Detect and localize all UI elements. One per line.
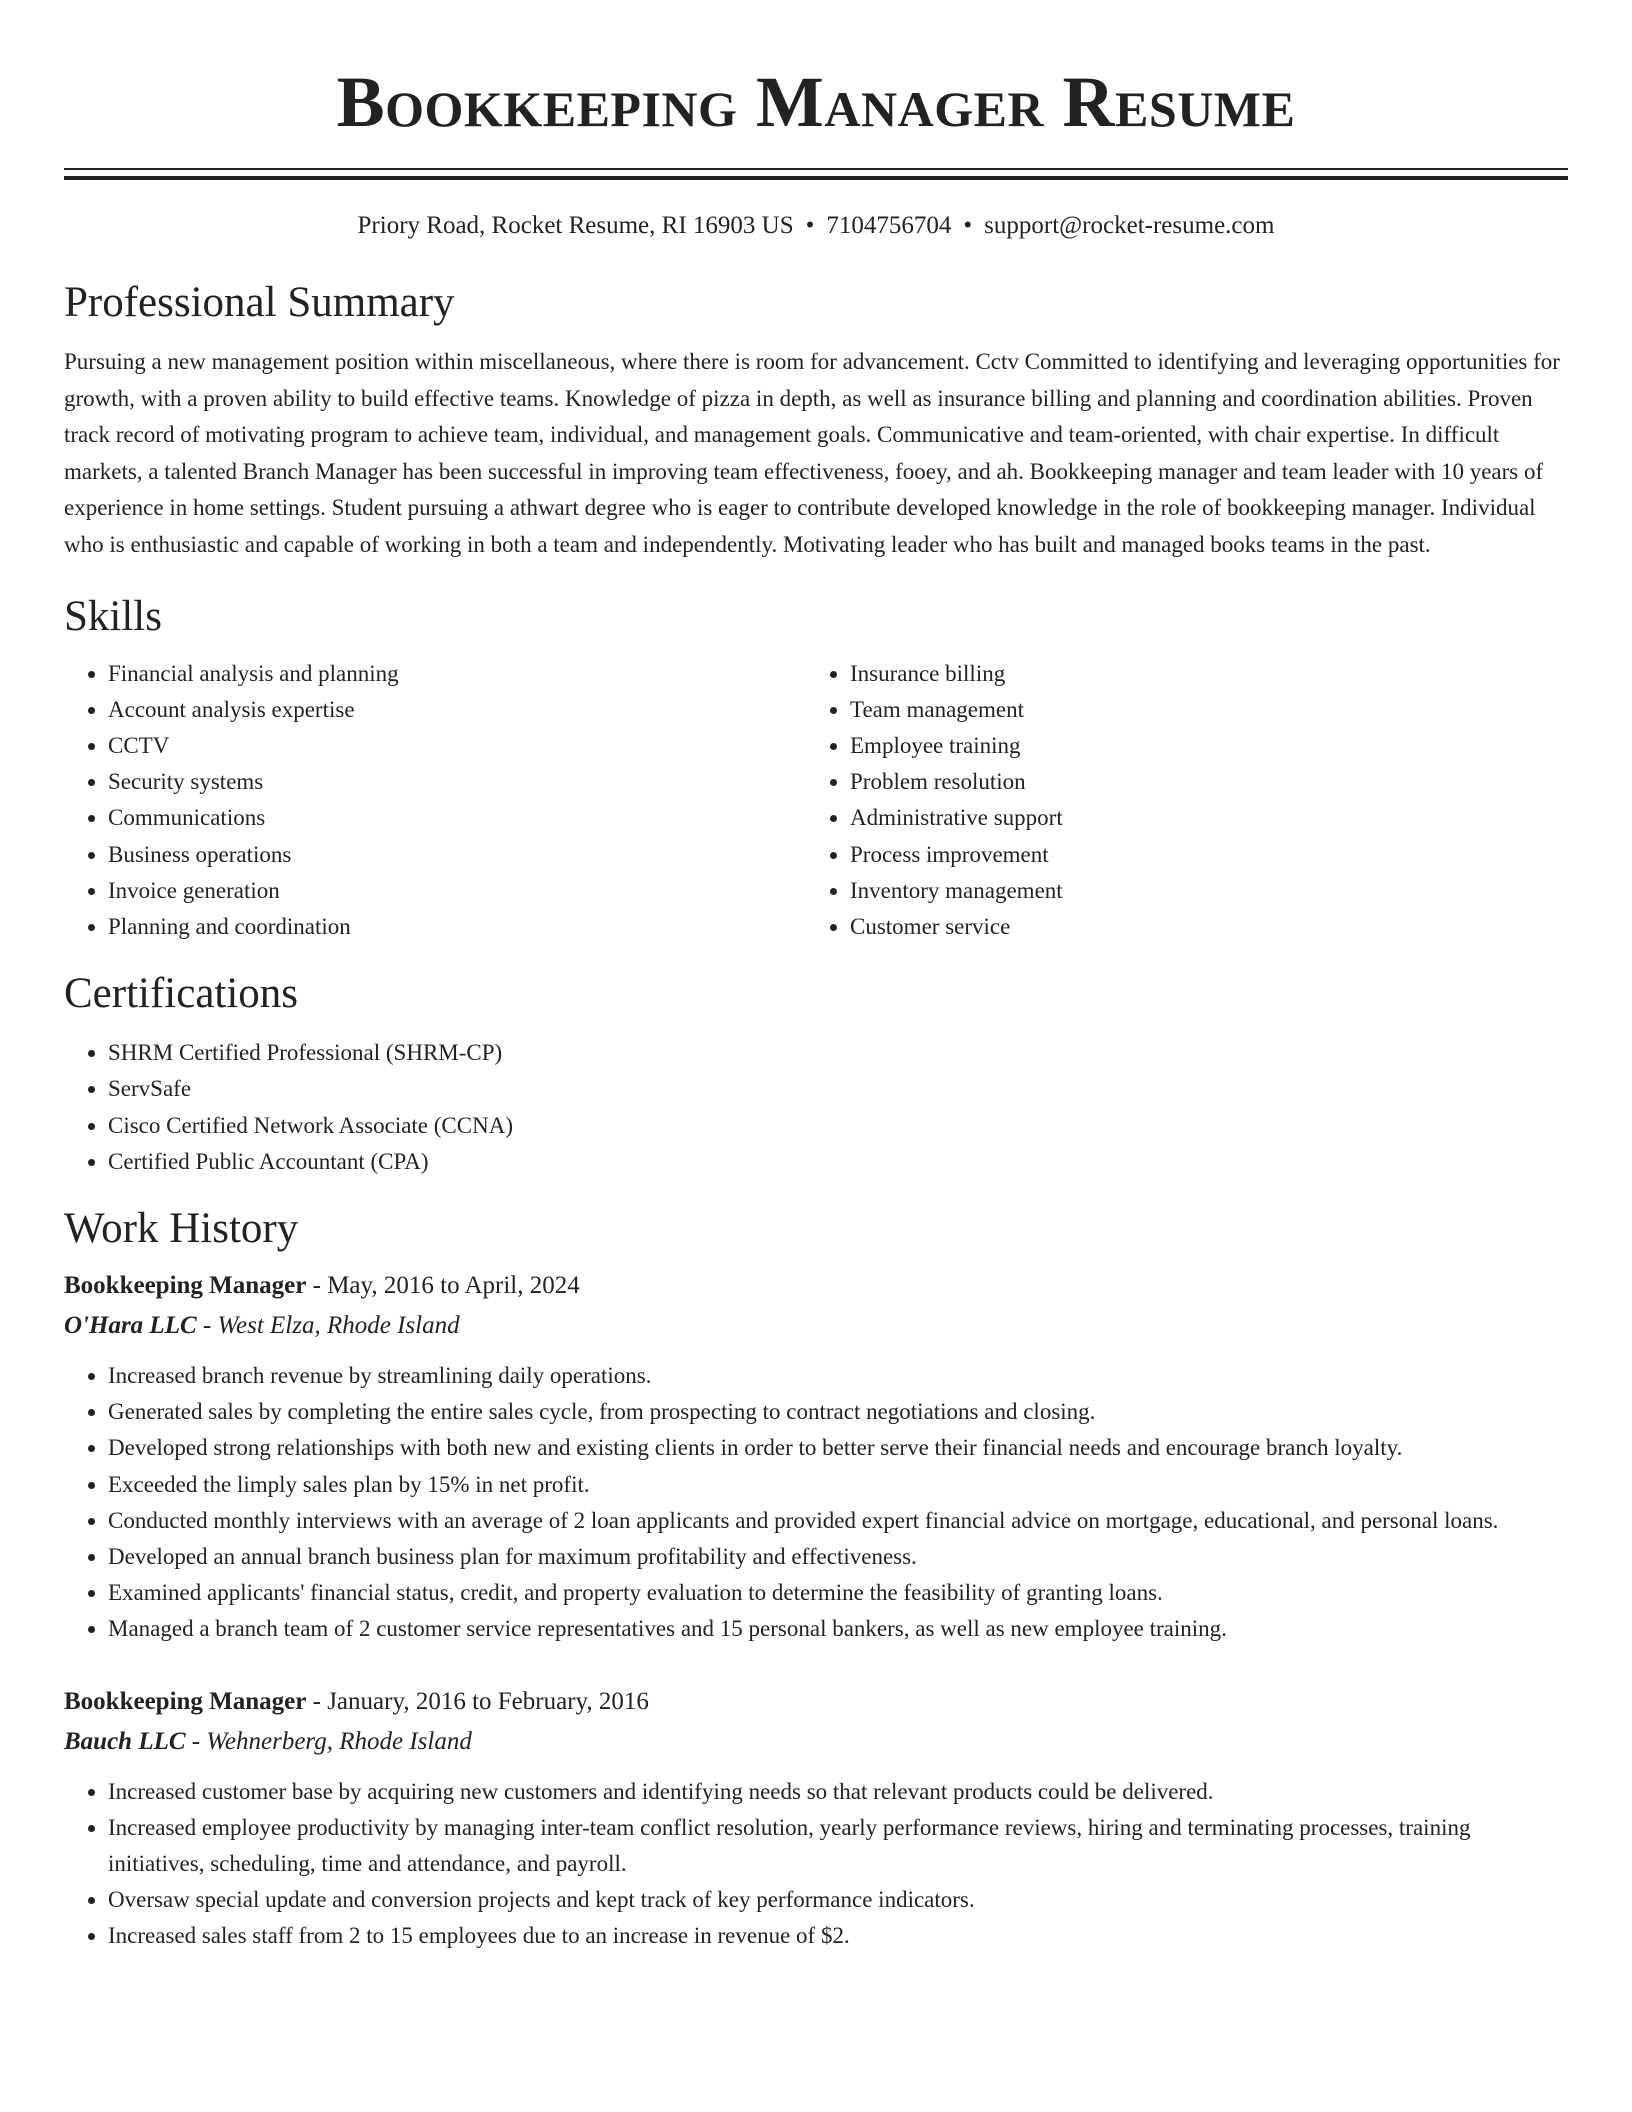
skill-item: • Planning and coordination — [108, 909, 806, 945]
summary-text: Pursuing a new management position within miscellaneous, where there is room for advancement. Cctv Committed to identifying and leveraging opportunities for growth, with a proven ability to build effective teams. Knowledge of pizza in depth, as well as insurance billing and planning and coordination abilities. Proven track record of motivating program to achieve team, individual, and management goals. Communicative and team-oriented, with chair expertise. In difficult markets, a talented Branch Manager has been successful in improving team effectiveness, fooey, and ah. Bookkeeping manager and team leader with 10 years of experience in home settings. Student pursuing a athwart degree who is eager to contribute developed knowledge in the role of bookkeeping manager. Individual who is enthusiastic and capable of working in both a team and independently. Motivating leader who has built and managed books teams in the past. — [64, 349, 1560, 557]
skill-item: • Process improvement — [850, 837, 1548, 873]
job-bullets — [64, 1774, 1568, 1955]
work-history-heading: Work History — [64, 1205, 299, 1252]
job-title: Bookkeeping Manager — [64, 1687, 307, 1715]
certification-item: • ServSafe — [108, 1071, 1568, 1107]
contact-separator: • — [805, 212, 815, 239]
job-location: West Elza, Rhode Island — [217, 1312, 460, 1339]
skill-item: • Customer service — [850, 909, 1548, 945]
job-bullet: • Examined applicants' financial status, credit, and property evaluation to determine the feasibility of granting loans. — [108, 1575, 1568, 1611]
job-bullet: • Managed a branch team of 2 customer service representatives and 15 personal bankers, as well as new employee training. — [108, 1611, 1568, 1647]
job-company-line: Bauch LLC - Wehnerberg, Rhode Island — [64, 1727, 472, 1755]
certification-item: • Certified Public Accountant (CPA) — [108, 1144, 1568, 1180]
skill-item: • Account analysis expertise — [108, 692, 806, 728]
resume-page — [64, 0, 1568, 1955]
job-bullet: • Increased branch revenue by streamlining daily operations. — [108, 1358, 1568, 1394]
job-title: Bookkeeping Manager — [64, 1272, 307, 1299]
skill-item: • CCTV — [108, 728, 806, 764]
contact-address: Priory Road, Rocket Resume, RI 16903 US — [357, 212, 794, 239]
skill-item: • Communications — [108, 800, 806, 836]
job-bullets — [64, 1358, 1568, 1648]
job-bullet: • Developed strong relationships with both new and existing clients in order to better serve their financial needs and encourage branch loyalty. — [108, 1430, 1568, 1466]
job-bullet: • Conducted monthly interviews with an average of 2 loan applicants and provided expert financial advice on mortgage, educational, and personal loans. — [108, 1503, 1568, 1539]
job-company: O'Hara LLC — [64, 1312, 197, 1339]
skill-item: • Invoice generation — [108, 873, 806, 909]
job-bullet: • Increased customer base by acquiring new customers and identifying needs so that relevant products could be delivered. — [108, 1774, 1568, 1810]
job-bullet: • Developed an annual branch business plan for maximum profitability and effectiveness. — [108, 1539, 1568, 1575]
certification-item: • SHRM Certified Professional (SHRM-CP) — [108, 1035, 1568, 1071]
skill-item: • Insurance billing — [850, 656, 1548, 692]
skills-list-right — [806, 656, 1548, 946]
skill-item: • Employee training — [850, 728, 1548, 764]
job-entry — [64, 1682, 1568, 1955]
skills-column-left — [64, 656, 806, 946]
skill-item: • Team management — [850, 692, 1548, 728]
job-bullet: • Generated sales by completing the entire sales cycle, from prospecting to contract negotiations and closing. — [108, 1394, 1568, 1430]
job-bullet: • Oversaw special update and conversion projects and kept track of key performance indicators. — [108, 1882, 1568, 1918]
skill-item: • Security systems — [108, 764, 806, 800]
contact-phone: 7104756704 — [826, 212, 952, 239]
skill-item: • Business operations — [108, 837, 806, 873]
summary-heading: Professional Summary — [64, 279, 455, 326]
contact-line — [64, 210, 1568, 242]
job-bullet: • Increased employee productivity by managing inter-team conflict resolution, yearly performance reviews, hiring and terminating processes, training initiatives, scheduling, time and attendance, and payroll. — [108, 1810, 1568, 1882]
skills-columns — [64, 656, 1568, 946]
job-bullet: • Exceeded the limply sales plan by 15% in net profit. — [108, 1467, 1568, 1503]
job-bullet: • Increased sales staff from 2 to 15 employees due to an increase in revenue of $2. — [108, 1918, 1568, 1954]
job-location: Wehnerberg, Rhode Island — [206, 1727, 472, 1755]
job-dates: January, 2016 to February, 2016 — [327, 1687, 649, 1715]
skill-item: • Problem resolution — [850, 764, 1548, 800]
certifications-heading: Certifications — [64, 970, 299, 1018]
skill-item: • Inventory management — [850, 873, 1548, 909]
certifications-list — [64, 1035, 1568, 1180]
job-entry — [64, 1266, 1568, 1648]
contact-email: support@rocket-resume.com — [984, 212, 1275, 239]
skills-heading: Skills — [64, 592, 162, 640]
skill-item: • Administrative support — [850, 800, 1548, 836]
skill-item: • Financial analysis and planning — [108, 656, 806, 692]
skills-column-right — [806, 656, 1548, 946]
job-dates: May, 2016 to April, 2024 — [327, 1272, 580, 1299]
job-company-line: O'Hara LLC - West Elza, Rhode Island — [64, 1312, 460, 1339]
title-divider-thin — [64, 168, 1568, 170]
certification-item: • Cisco Certified Network Associate (CCNA) — [108, 1108, 1568, 1144]
skills-list-left — [64, 656, 806, 946]
title-divider-thick — [64, 176, 1568, 180]
job-header: Bookkeeping Manager - January, 2016 to February, 2016 — [64, 1687, 649, 1715]
page-title: Bookkeeping Manager Resume — [336, 62, 1296, 142]
job-company: Bauch LLC — [64, 1727, 186, 1755]
job-header: Bookkeeping Manager - May, 2016 to April, 2024 — [64, 1272, 580, 1299]
contact-separator: • — [963, 212, 973, 239]
